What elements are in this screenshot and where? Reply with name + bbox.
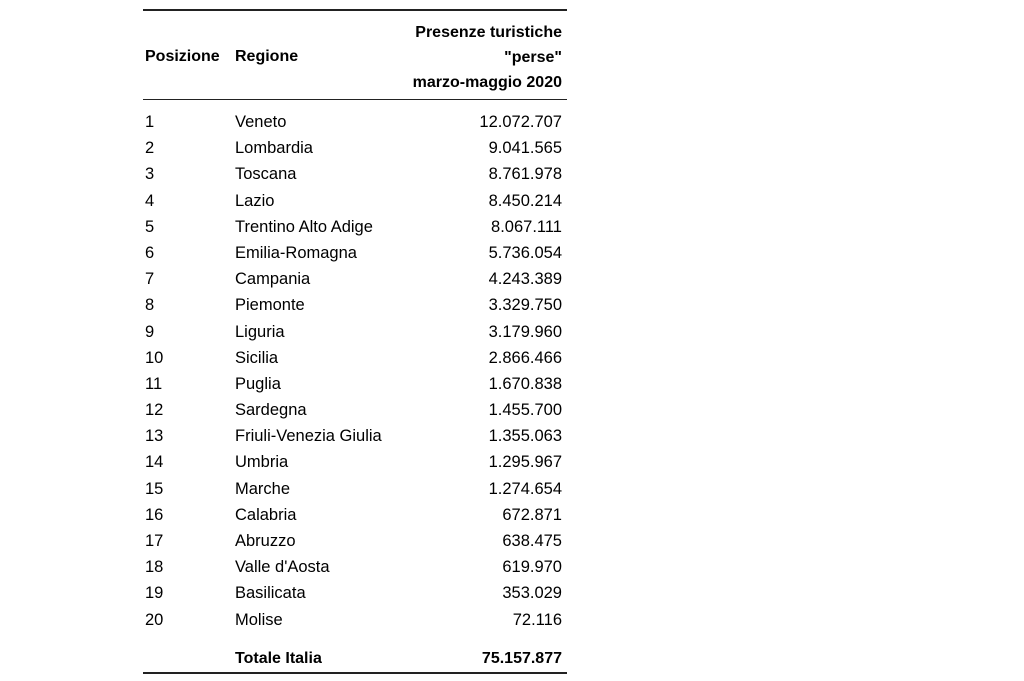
row-value: 1.355.063 xyxy=(488,427,562,446)
row-position: 10 xyxy=(145,348,164,367)
row-value: 9.041.565 xyxy=(488,139,562,158)
row-position: 3 xyxy=(145,165,155,184)
row-region: Liguria xyxy=(235,322,285,341)
row-region: Veneto xyxy=(235,113,287,131)
row-region: Calabria xyxy=(235,505,297,524)
table-row xyxy=(143,529,567,555)
header-value xyxy=(413,20,562,95)
row-value: 12.072.707 xyxy=(479,113,562,131)
row-region: Trentino Alto Adige xyxy=(235,217,373,236)
header-region: Regione xyxy=(235,48,299,65)
row-value: 1.670.838 xyxy=(488,374,562,393)
row-value: 353.029 xyxy=(502,584,562,603)
row-region: Molise xyxy=(235,610,283,629)
row-region: Friuli-Venezia Giulia xyxy=(235,427,382,446)
row-value: 619.970 xyxy=(502,558,562,577)
table-row xyxy=(143,215,567,241)
table-row xyxy=(143,320,567,346)
table-row xyxy=(143,372,567,398)
row-region: Sardegna xyxy=(235,401,307,420)
row-region: Abruzzo xyxy=(235,532,296,550)
row-region: Campania xyxy=(235,270,311,289)
row-region: Basilicata xyxy=(235,584,306,603)
table-row xyxy=(143,293,567,319)
row-region: Umbria xyxy=(235,453,289,472)
row-position: 6 xyxy=(145,243,155,262)
row-position: 19 xyxy=(145,584,164,603)
row-position: 15 xyxy=(145,479,164,498)
row-position: 8 xyxy=(145,296,155,315)
table-row xyxy=(143,241,567,267)
table-row xyxy=(143,136,567,162)
row-value: 672.871 xyxy=(502,505,562,524)
header-value-line3: marzo-maggio 2020 xyxy=(412,74,562,91)
row-position: 5 xyxy=(145,217,155,236)
row-value: 3.329.750 xyxy=(488,296,562,315)
row-value: 1.295.967 xyxy=(488,453,562,472)
table-row xyxy=(143,608,567,634)
total-row xyxy=(143,646,567,672)
table-header xyxy=(143,11,567,99)
table-row xyxy=(143,162,567,188)
table-row xyxy=(143,189,567,215)
table-bottom-rule xyxy=(143,672,567,674)
row-value: 3.179.960 xyxy=(488,322,562,341)
table-row xyxy=(143,477,567,503)
row-value: 1.455.700 xyxy=(488,401,562,420)
row-position: 2 xyxy=(145,139,155,158)
row-region: Emilia-Romagna xyxy=(235,243,357,262)
row-region: Puglia xyxy=(235,374,281,393)
row-region: Marche xyxy=(235,479,291,498)
total-label: Totale Italia xyxy=(235,649,322,667)
row-position: 7 xyxy=(145,270,155,289)
table-row xyxy=(143,398,567,424)
table-body xyxy=(143,100,567,634)
table-row xyxy=(143,110,567,136)
table-row xyxy=(143,555,567,581)
total-value: 75.157.877 xyxy=(481,649,562,667)
row-region: Toscana xyxy=(235,165,297,184)
row-position: 20 xyxy=(145,610,164,629)
header-value-line2: "perse" xyxy=(504,49,562,66)
row-value: 4.243.389 xyxy=(488,270,562,289)
row-value: 2.866.466 xyxy=(488,348,562,367)
row-value: 8.450.214 xyxy=(488,191,562,210)
row-region: Lombardia xyxy=(235,139,313,158)
table-row xyxy=(143,267,567,293)
row-region: Piemonte xyxy=(235,296,305,315)
table-row xyxy=(143,581,567,607)
row-position: 14 xyxy=(145,453,164,472)
row-position: 17 xyxy=(145,532,164,550)
row-value: 72.116 xyxy=(512,610,562,629)
row-position: 13 xyxy=(145,427,164,446)
row-position: 1 xyxy=(145,113,155,131)
row-region: Lazio xyxy=(235,191,275,210)
row-position: 12 xyxy=(145,401,164,420)
row-value: 8.067.111 xyxy=(491,217,562,236)
row-position: 18 xyxy=(145,558,164,577)
row-position: 11 xyxy=(145,374,163,393)
row-value: 8.761.978 xyxy=(488,165,562,184)
header-value-line1: Presenze turistiche xyxy=(415,24,562,41)
table-row xyxy=(143,424,567,450)
row-position: 9 xyxy=(145,322,155,341)
row-value: 1.274.654 xyxy=(488,479,562,498)
table-row xyxy=(143,346,567,372)
row-region: Valle d'Aosta xyxy=(235,558,330,577)
table-row xyxy=(143,503,567,529)
row-position: 4 xyxy=(145,191,155,210)
row-region: Sicilia xyxy=(235,348,279,367)
header-position: Posizione xyxy=(145,48,220,65)
table-row xyxy=(143,450,567,476)
row-position: 16 xyxy=(145,505,164,524)
tourism-table xyxy=(143,9,567,674)
row-value: 5.736.054 xyxy=(488,243,562,262)
row-value: 638.475 xyxy=(502,532,562,550)
